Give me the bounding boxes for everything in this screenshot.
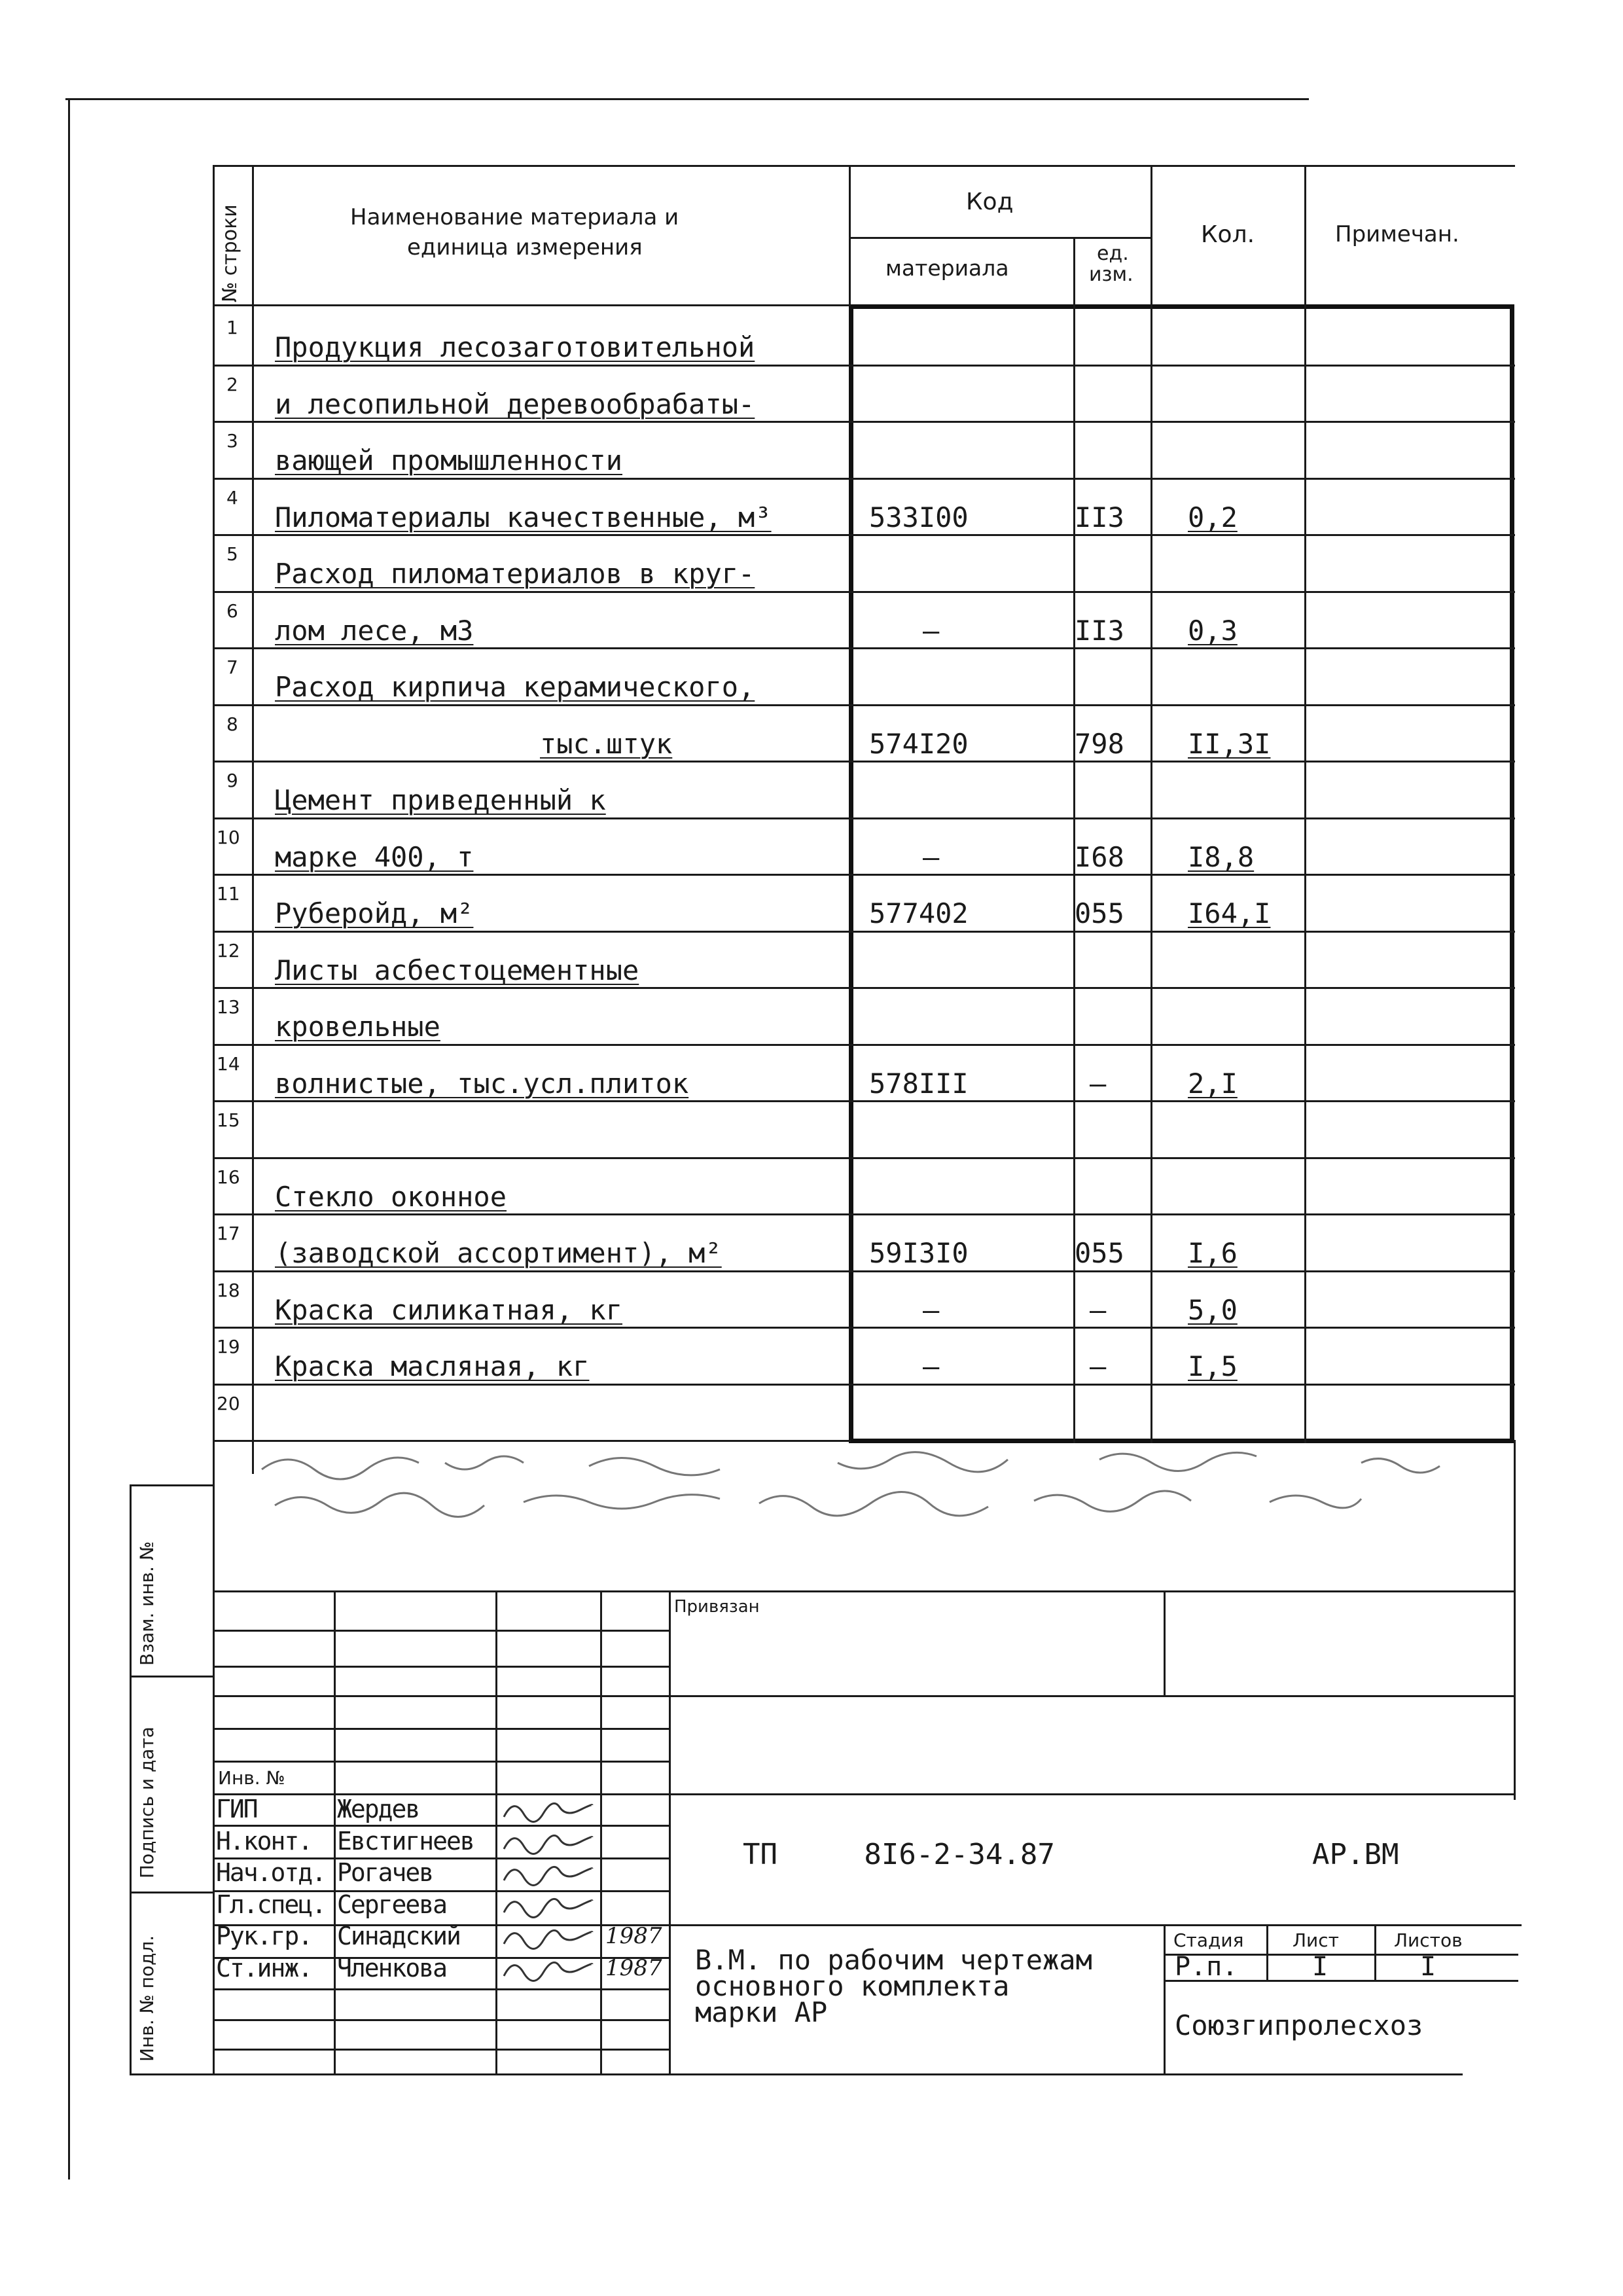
row-material-name: Пиломатериалы качественные, м³ [275,501,772,533]
row-quantity: I,5 [1188,1350,1238,1382]
handwritten-note [249,1443,1492,1522]
row-number: 15 [217,1109,240,1131]
row-number: 16 [217,1166,240,1188]
row-separator [213,1327,1515,1329]
signatory-role: Ст.инж. [216,1953,312,1982]
row-material-code: 577402 [869,897,969,929]
row-number: 7 [226,656,238,678]
header-qty: Кол. [1201,221,1255,248]
project-code: ТП 8I6-2-34.87 [743,1838,1055,1871]
row-separator [213,534,1515,536]
signatory-date: 1987 [605,1923,662,1949]
row-material-name: (заводской ассортимент), м² [275,1237,722,1269]
signature-scribble [501,1829,596,1856]
signature-scribble [501,1797,596,1823]
signature-scribble [501,1924,596,1950]
signatory-role: ГИП [216,1795,257,1823]
row-quantity: 5,0 [1188,1293,1238,1326]
row-quantity: II,3I [1188,727,1271,760]
header-code-unit-2: изм. [1089,263,1133,286]
row-material-name: Цемент приведенный к [275,784,606,816]
row-quantity: 0,3 [1188,614,1238,647]
row-material-name: волнистые, тыс.усл.плиток [275,1067,689,1100]
sheet-label: Лист [1293,1929,1339,1951]
row-material-code: – [923,1293,940,1326]
signatory-role: Гл.спец. [216,1890,326,1919]
row-unit-code: 055 [1075,1237,1124,1269]
row-unit-code: – [1090,1350,1107,1382]
row-material-name: Расход кирпича керамического, [275,671,755,703]
signatory-date: 1987 [605,1954,662,1981]
row-separator [213,647,1515,649]
document-title-2: основного комплекта [695,1970,1010,2002]
row-separator [213,704,1515,706]
row-number: 20 [217,1392,240,1414]
row-number: 4 [226,486,238,509]
row-number: 11 [217,883,240,905]
sheet-value: I [1312,1952,1329,1982]
row-number: 8 [226,713,238,735]
row-material-name: Продукция лесозаготовительной [275,331,755,363]
row-separator [213,421,1515,423]
row-number: 17 [217,1223,240,1244]
signatory-role: Н.конт. [216,1826,312,1856]
document-title-3: марки АР [695,1996,828,2028]
row-number: 13 [217,996,240,1018]
row-material-code: – [923,1350,940,1382]
row-separator [213,761,1515,762]
row-material-name: вающей промышленности [275,444,623,476]
stage-value: Р.п. [1175,1952,1238,1982]
signatory-role: Нач.отд. [216,1858,326,1887]
side-label-signature-date: Подпись и дата [136,1727,158,1878]
signatory-name: Члeнкова [337,1953,447,1982]
row-number: 18 [217,1279,240,1301]
row-material-name: Листы асбестоцементные [275,954,639,986]
header-code-unit-1: ед. [1097,242,1129,265]
row-quantity: I8,8 [1188,840,1255,873]
header-code-material: материала [885,255,1009,281]
signatory-name: Евстигнеев [337,1826,474,1856]
row-unit-code: – [1090,1293,1107,1326]
row-number: 19 [217,1336,240,1357]
sheets-label: Листов [1394,1929,1463,1951]
row-number: 10 [217,826,240,848]
header-row-number: № строки [219,204,241,302]
signature-scribble [501,1956,596,1982]
signatory-name: Синадский [337,1922,460,1950]
signatory-name: Рогачев [337,1858,433,1887]
organization-name: Союзгипролесхоз [1175,2009,1423,2041]
row-separator [213,591,1515,593]
inv-no-label: Инв. № [218,1767,285,1789]
row-material-code: 574I20 [869,727,969,760]
row-material-code: – [923,840,940,873]
row-separator [213,1270,1515,1272]
row-material-code: 59I3I0 [869,1237,969,1269]
row-number: 2 [226,373,238,395]
row-material-name: лом лесе, м3 [275,614,474,647]
row-quantity: I,6 [1188,1237,1238,1269]
row-material-code: 578III [869,1067,969,1100]
row-separator [213,365,1515,367]
row-material-code: – [923,614,940,647]
header-code: Код [966,188,1014,215]
header-note: Примечан. [1335,221,1459,247]
row-separator [213,931,1515,933]
row-material-name: марке 400, т [275,840,474,873]
header-name-line2: единица измерения [407,234,643,260]
row-unit-code: II3 [1075,501,1124,533]
signatory-name: Сергеева [337,1890,447,1919]
side-label-replace-inv: Взам. инв. № [136,1541,158,1666]
row-number: 14 [217,1052,240,1075]
row-number: 3 [226,430,238,452]
row-material-name: Расход пиломатериалов в круг- [275,558,755,590]
row-separator [213,817,1515,819]
signatory-role: Рук.гр. [216,1922,312,1950]
row-unit-code: 055 [1075,897,1124,929]
row-separator [213,478,1515,480]
row-material-name: Краска масляная, кг [275,1350,590,1382]
sheet-mark: АР.ВМ [1312,1838,1399,1871]
signature-scribble [501,1893,596,1919]
row-quantity: I64,I [1188,897,1271,929]
row-material-name: Краска силикатная, кг [275,1293,623,1326]
row-material-name: тыс.штук [540,727,673,760]
document-title-1: В.М. по рабочим чертежам [695,1944,1092,1976]
stage-label: Стадия [1173,1929,1244,1951]
row-separator [213,1213,1515,1215]
row-separator [213,1384,1515,1386]
row-unit-code: II3 [1075,614,1124,647]
header-name-line1: Наименование материала и [350,204,679,230]
privyazan-label: Привязан [674,1597,760,1617]
row-separator [213,987,1515,989]
row-number: 6 [226,600,238,622]
row-material-code: 533I00 [869,501,969,533]
signature-scribble [501,1861,596,1887]
row-unit-code: 798 [1075,727,1124,760]
row-unit-code: – [1090,1067,1107,1100]
row-separator [213,1157,1515,1159]
row-unit-code: I68 [1075,840,1124,873]
row-number: 12 [217,939,240,961]
row-number: 1 [226,317,238,338]
row-separator [213,1044,1515,1046]
sheets-value: I [1420,1952,1436,1982]
side-label-inv-original: Инв. № подл. [136,1935,158,2062]
row-material-name: и лесопильной деревообрабаты- [275,387,755,420]
row-separator [213,1100,1515,1102]
row-number: 9 [226,770,238,791]
row-number: 5 [226,543,238,565]
row-quantity: 0,2 [1188,501,1238,533]
handwritten-scribble [249,1443,1492,1522]
signatory-name: Жердев [337,1795,419,1823]
row-separator [213,874,1515,876]
row-material-name: Стекло оконное [275,1180,507,1213]
row-material-name: Руберойд, м² [275,897,474,929]
row-quantity: 2,I [1188,1067,1238,1100]
row-material-name: кровельные [275,1011,440,1043]
